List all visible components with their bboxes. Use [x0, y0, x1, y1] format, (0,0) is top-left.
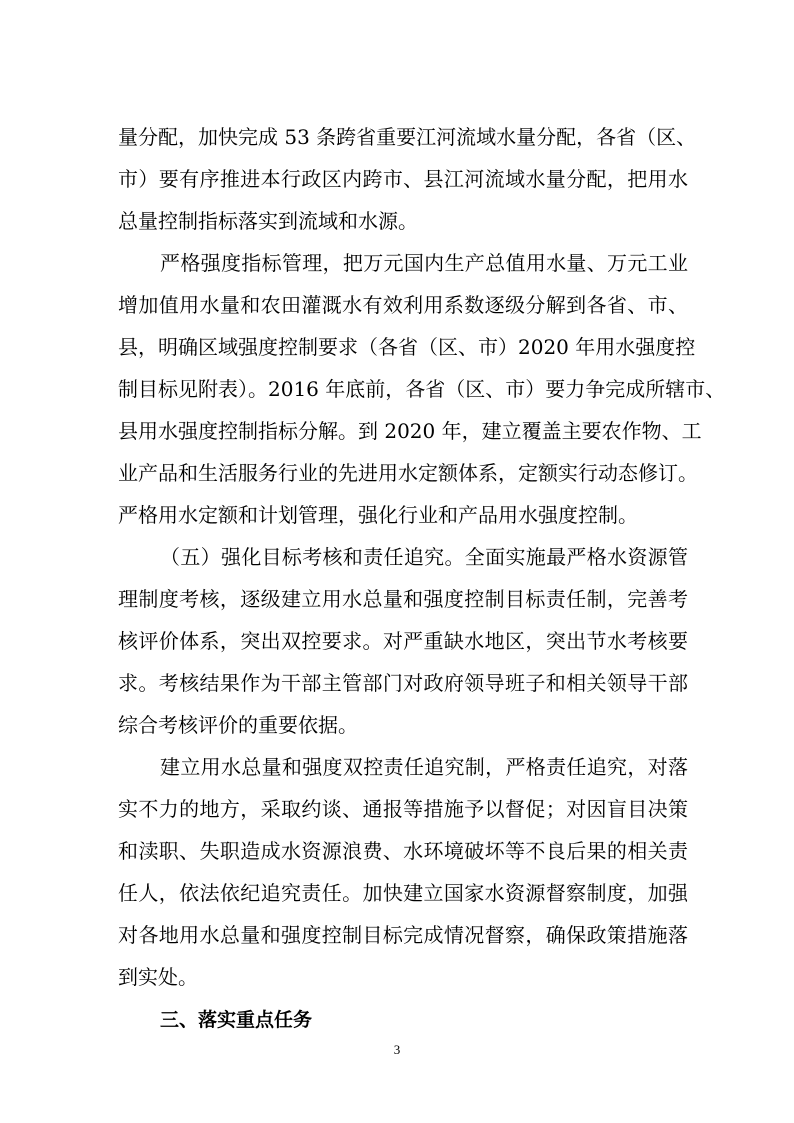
paragraph-1-line-1: 量分配，加快完成 53 条跨省重要江河流域水量分配，各省（区、: [118, 125, 697, 149]
paragraph-4-line-5: 对各地用水总量和强度控制目标完成情况督察，确保政策措施落: [118, 923, 688, 947]
paragraph-2-line-4: 制目标见附表）。2016 年底前，各省（区、市）要力争完成所辖市、: [118, 377, 726, 401]
paragraph-3-line-5: 综合考核评价的重要依据。: [118, 713, 358, 737]
paragraph-4-line-3: 和渎职、失职造成水资源浪费、水环境破坏等不良后果的相关责: [118, 839, 688, 863]
paragraph-2-line-6: 业产品和生活服务行业的先进用水定额体系，定额实行动态修订。: [118, 461, 698, 485]
paragraph-3-line-1: （五）强化目标考核和责任追究。全面实施最严格水资源管: [160, 545, 688, 569]
paragraph-2-line-2: 增加值用水量和农田灌溉水有效利用系数逐级分解到各省、市、: [118, 293, 688, 317]
paragraph-4-line-4: 任人，依法依纪追究责任。加快建立国家水资源督察制度，加强: [118, 881, 688, 905]
paragraph-3-line-4: 求。考核结果作为干部主管部门对政府领导班子和相关领导干部: [118, 671, 688, 695]
paragraph-2-line-7: 严格用水定额和计划管理，强化行业和产品用水强度控制。: [118, 503, 638, 527]
page-number: 3: [393, 1042, 401, 1057]
paragraph-2-line-1: 严格强度指标管理，把万元国内生产总值用水量、万元工业: [160, 251, 688, 275]
section-heading: 三、落实重点任务: [160, 1009, 313, 1031]
paragraph-3-line-3: 核评价体系，突出双控要求。对严重缺水地区，突出节水考核要: [118, 629, 688, 653]
paragraph-2-line-5: 县用水强度控制指标分解。到 2020 年，建立覆盖主要农作物、工: [118, 419, 702, 443]
paragraph-4-line-1: 建立用水总量和强度双控责任追究制，严格责任追究，对落: [160, 755, 688, 779]
paragraph-4-line-6: 到实处。: [118, 965, 198, 989]
paragraph-1-line-3: 总量控制指标落实到流域和水源。: [118, 209, 418, 233]
paragraph-2-line-3: 县，明确区域强度控制要求（各省（区、市）2020 年用水强度控: [118, 335, 696, 359]
paragraph-4-line-2: 实不力的地方，采取约谈、通报等措施予以督促；对因盲目决策: [118, 797, 688, 821]
paragraph-1-line-2: 市）要有序推进本行政区内跨市、县江河流域水量分配，把用水: [118, 167, 688, 191]
paragraph-3-line-2: 理制度考核，逐级建立用水总量和强度控制目标责任制，完善考: [118, 587, 688, 611]
